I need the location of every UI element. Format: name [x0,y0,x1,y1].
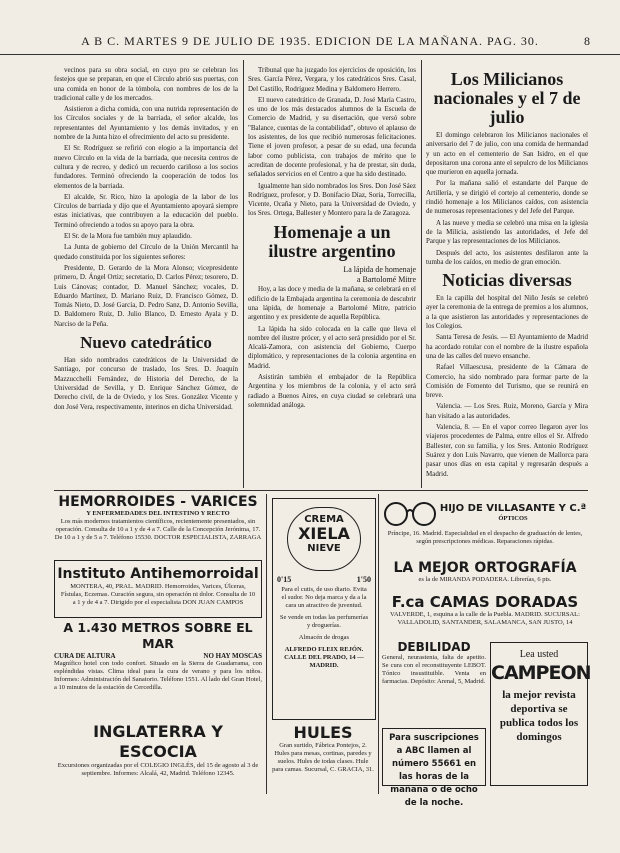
article-paragraph: Santa Teresa de Jesús. — El Ayuntamiento de Madrid ha acordado rotular con el nombre de la ilustre española una de las calles del nuevo ensanche. [426,333,588,360]
ad-text: es la de MIRANDA PODADERA. Librerías, 6 pts. [418,576,552,583]
ad-text: Magnífico hotel con todo confort. Situado en la Sierra de Guadarrama, con espléndidas vistas. Clima ideal para la cura de verano y para los niños. Informes: Administración del Sanatorio. Teléfono 1551. Al lado del Gran Hotel, a 10 minutos de la estación de Cercedilla. [54,660,262,691]
ad-hemorroides [54,494,262,552]
ad-instituto [54,560,262,618]
ad-title: CAMPEON [491,662,591,684]
article-paragraph: Asistieron a dicha comida, con una nutrida representación de los Círculos sociales y de la barriada, el señor alcalde, los representantes del Ayuntamiento y los demás invitados, y en nombre de la Junta hizo el ofrecimiento del acto su presidente. [54,105,238,142]
ad-text: Príncipe, 16. Madrid. Especialidad en el despacho de graduación de lentes, según prescripciones médicas. Reparaciones rápidas. [387,530,583,545]
ad-camas-doradas [382,594,588,634]
article-paragraph: A las nueve y media se celebró una misa en la iglesia de la Milicia, asistiendo las autoridades, el Jefe del Parque y las representaciones de los Milicianos. [426,218,588,246]
crema-price: 1'50 [356,575,371,584]
ad-text: Los más modernos tratamientos científicos, recientemente presentados, sin operación. Consulta de 10 a 1 y de 4 a 7. Calle de la Concepción Jerónima, 17. De 10 a 1 y de 5 a 7. Teléfono 15530. DOCTOR ESPECIALISTA, ZARRAGA [54,518,262,541]
ad-debilidad [382,640,486,722]
article-paragraph: El alcalde, Sr. Rico, hizo la apología de la labor de los Círculos de barriada y dijo que el Ayuntamiento apoyará siempre estas iniciativas, que contribuyen a la educación del pueblo. Terminó ofreciendo a todos su apoyo para la obra. [54,192,238,229]
article-paragraph: Han sido nombrados catedráticos de la Universidad de Santiago, por concurso de traslado, los Sres. D. Joaquín Mazzucchelli Fernández, de Historia del Derecho, de la Universidad de Sevilla, y D. Enrique Sánchez Gómez, de Derecho civil, de la de Oviedo, y los Sres. González Vicente y don José Vera, respectivamente, interinos en dicha Universidad. [54,356,238,411]
ad-tagline: la mejor revista deportiva se publica todos los domingos [499,689,579,743]
article-paragraph: Presidente, D. Gerardo de la Mora Alonso; vicepresidente primero, D. Ángel Ortiz; secretario, D. Carlos Pérez; tesorero, D. Luis Cánovas; contador, D. Manuel Sánchez; vocales, D. Eduardo Martínez, D. Mariano Ruiz, D. Francisco Gómez, D. Tomás Nieto, D. José García, D. Pedro Sanz, D. Antonio Sevilla, D. Baldomero Ruiz, D. Julio Blanco, D. Ernesto Ayala y D. Narciso de la Peña. [54,263,238,328]
article-heading: Los Milicianos nacionales y el 7 de julio [433,69,581,127]
article-paragraph: Tribunal que ha juzgado los ejercicios de oposición, los Sres. García Pérez, Vergara, y los catedráticos Sres. Casal, Del Castillo, Rodríguez Medina y Baldomero Herrero. [248,66,416,93]
article-paragraph: vecinos para su obra social, en cuyo pro se celebran los festejos que se preparan, en que el Círculo abrió sus puertas, con una comida en honor de la tómbola, con nombres de los de la tradicional calle y de los mercados. [54,66,238,102]
article-subheading: La lápida de homenaje [343,264,416,274]
crema-sub: NIEVE [307,543,341,554]
crema-name: CREMA [304,514,344,525]
column-3 [426,66,588,488]
article-heading: Nuevo catedrático [80,333,212,353]
ad-subtitle: ÓPTICOS [498,515,528,522]
page-number: 8 [584,34,590,48]
crema-prices [273,575,375,584]
ad-subtitles [54,652,262,660]
ad-text: Se vende en todas las perfumerías y droguerías. [279,614,369,629]
article-paragraph: Por la mañana salió el estandarte del Parque de Artillería, y se dirigió el cortejo al cementerio, donde se rindió homenaje a los Milicianos caídos, con asistencia de numerosas representaciones y del Jefe del Parque. [426,179,588,216]
ad-text: Excursiones organizadas por el COLEGIO INGLÉS, del 15 de agosto al 3 de septiembre. Informes: Alcalá, 42, Madrid. Teléfono 12345. [57,762,259,777]
column-rule [243,60,244,488]
ad-title: LA MEJOR ORTOGRAFÍA [393,560,577,576]
ad-rule [378,494,379,794]
article-subheading: a Bartolomé Mitre [356,275,416,285]
article-paragraph: El Sr. Rodríguez se refirió con elogio a la importancia del nuevo Círculo en la vida de la barriada, que necesita centros de cultura y de recreo, y dedicó un recuerdo cariñoso a los socios fundadores. Terminó ofreciendo la cooperación de todos los elementos de la barriada. [54,144,238,190]
crema-logo [287,507,361,571]
column-1 [54,66,238,488]
spectacles-icon [382,496,438,530]
ad-rule [266,494,267,794]
article-paragraph: Asistirán también el embajador de la República Argentina y los miembros de la colonia, y el acto será radiado a Buenos Aires, en cuya ciudad se celebrará una solemnidad análoga. [248,373,416,409]
article-heading: Homenaje a un ilustre argentino [268,221,396,261]
ad-title: INGLATERRA Y ESCOCIA [93,722,223,761]
ad-title: F.ca CAMAS DORADAS [391,593,579,611]
crema-price: 0'15 [277,575,292,584]
ad-text: Gran surtido, Fábrica Pontejos, 2. Hules para mesas, cortinas, paredes y suelos. Hules de todas clases. Hule para camas. Sucursal, C. GRACIA, 31. [272,742,374,773]
ad-title: HULES [293,723,353,742]
ad-abc [382,728,486,808]
column-rule [421,60,422,488]
ads-rule [54,490,588,491]
ad-hules [272,724,374,790]
article-paragraph: Rafael Villaescusa, presidente de la Cámara de Comercio, ha sido nombrado para formar parte de la Comisión de Fomento del Turismo, que se reunirá en breve. [426,363,588,400]
ad-title: HIJO DE VILLASANTE Y C.ª [439,503,587,514]
ad-text: Para suscripciones a ABC llamen al número 55661 en las horas de la mañana o de ocho de la noche. [389,733,479,808]
article-paragraph: Igualmente han sido nombrados los Sres. Don José Sáez Rodríguez, profesor, y D. Bonifacio Díaz, Soria, Torrecilla, Vicente, Ocaña y Nieto, para la Universidad de Oviedo, y los Sres. Ortega, Ballester y Montero para la de Zaragoza. [248,181,416,218]
ad-subtitle: NO HAY MOSCAS [203,652,262,660]
article-paragraph: El nuevo catedrático de Granada, D. José María Castro, es uno de los más destacados alumnos de la Escuela de Comercio de Madrid, y su disertación, que versó sobre "Balance, cuentas de la contabilidad", obtuvo el aplauso de los asistentes, de los que recibió numerosas felicitaciones. Tiene el joven profesor, a pesar de su edad, una fecunda labor como publicista, con trabajos de mérito que le acreditan de docente profesional, y ha de prestar, sin duda, señalados servicios en el Centro a que ha sido destinado. [248,95,416,179]
ad-title: A 1.430 METROS SOBRE EL MAR [63,620,253,651]
article-paragraph: La Junta de gobierno del Círculo de la Unión Mercantil ha quedado constituida por los siguientes señores: [54,243,238,261]
ad-footer: ALFREDO FLEIX REJÓN. CALLE DEL PRADO, 14 — MADRID. [284,646,364,669]
ad-altura [54,620,262,718]
column-2 [248,66,416,488]
ad-text: Almacén de drogas [298,634,350,641]
article-heading: Noticias diversas [442,270,572,291]
ad-title: HEMORROIDES - VARICES [58,494,258,510]
ad-ortografia [382,560,588,588]
ad-villasante [382,496,588,548]
ad-text: General, neurastenia, falta de apetito. Se cura con el reconstituyente LEBOT. Tónico insustituible. Venta en farmacias. Depósito: Arenal, 5, Madrid. [382,654,486,685]
ad-subtitle: CURA DE ALTURA [54,652,116,660]
ad-text: MONTERA, 40, PRAL. MADRID. Hemorroides, Varices, Úlceras, Fístulas, Eczemas. Curación segura, sin operación ni dolor. Consulta de 10 a 1 y de 4 a 7. Dirigido por el especialista DON JUAN CAMPOS [60,583,256,606]
page-header: A B C. MARTES 9 DE JULIO DE 1935. EDICION DE LA MAÑANA. PAG. 30. [0,34,620,55]
ad-text: Para el cutis, de uso diario. Evita el sudor. No deja marca y da a la cara un atractivo de juventud. [281,586,367,609]
article-paragraph: El domingo celebraron los Milicianos nacionales el aniversario del 7 de julio, con una comida de hermandad y un acto en el cementerio de San Isidro, en el que depositaron una corona ante el sepulcro de los Milicianos que murieron en aquella jornada. [426,131,588,177]
ad-campeon [490,642,591,786]
article-paragraph: Hoy, a las doce y media de la mañana, se celebrará en el edificio de la Embajada argentina la ceremonia de descubrir una lápida, de homenaje a Bartolomé Mitre, patricio argentino y ex presidente de aquella República. [248,285,416,322]
crema-brand: XIELA [298,524,350,543]
ad-text: VALVERDE, 1, esquina a la calle de la Puebla. MADRID. SUCURSAL: VALLADOLID, SANTANDER, SALAMANCA, SAN JUSTO, 14 [390,611,580,626]
article-paragraph: Después del acto, los asistentes desfilaron ante la tumba de los caídos, en medio de gran emoción. [426,248,588,266]
ad-subtitle: Y ENFERMEDADES DEL INTESTINO Y RECTO [86,510,230,517]
article-paragraph: Valencia, 8. — En el vapor correo llegaron ayer los viajeros procedentes de Palma, entre ellos el Sr. Alfredo Ballester, con su familia, y los Sres. Antonio Rodríguez Suárez y don Luis Navarro, que vienen de Mallorca para pasar unos días en esta capital y regresarán después a Madrid. [426,423,588,478]
article-paragraph: El Sr. de la Mora fue también muy aplaudido. [64,232,192,241]
ad-crema-xiela [272,498,376,720]
ad-lead: Lea usted [519,649,559,660]
article-paragraph: La lápida ha sido colocada en la calle que lleva el nombre del ilustre prócer, y el acto será presidido por el Sr. Alcalá-Zamora, con asistencia del Gobierno, Cuerpo diplomático, y representaciones de la colonia argentina en Madrid. [248,324,416,370]
article-paragraph: Valencia. — Los Sres. Ruiz, Moreno, García y Mira han visitado a las autoridades. [426,402,588,420]
ad-title: DEBILIDAD [397,640,471,654]
ad-title: Instituto Antihemorroidal [57,566,259,582]
ad-inglaterra [54,722,262,782]
article-paragraph: En la capilla del hospital del Niño Jesús se celebró ayer la ceremonia de la entrega de premios a los alumnos, a la que asistieron las autoridades y representaciones de los Colegios. [426,294,588,331]
